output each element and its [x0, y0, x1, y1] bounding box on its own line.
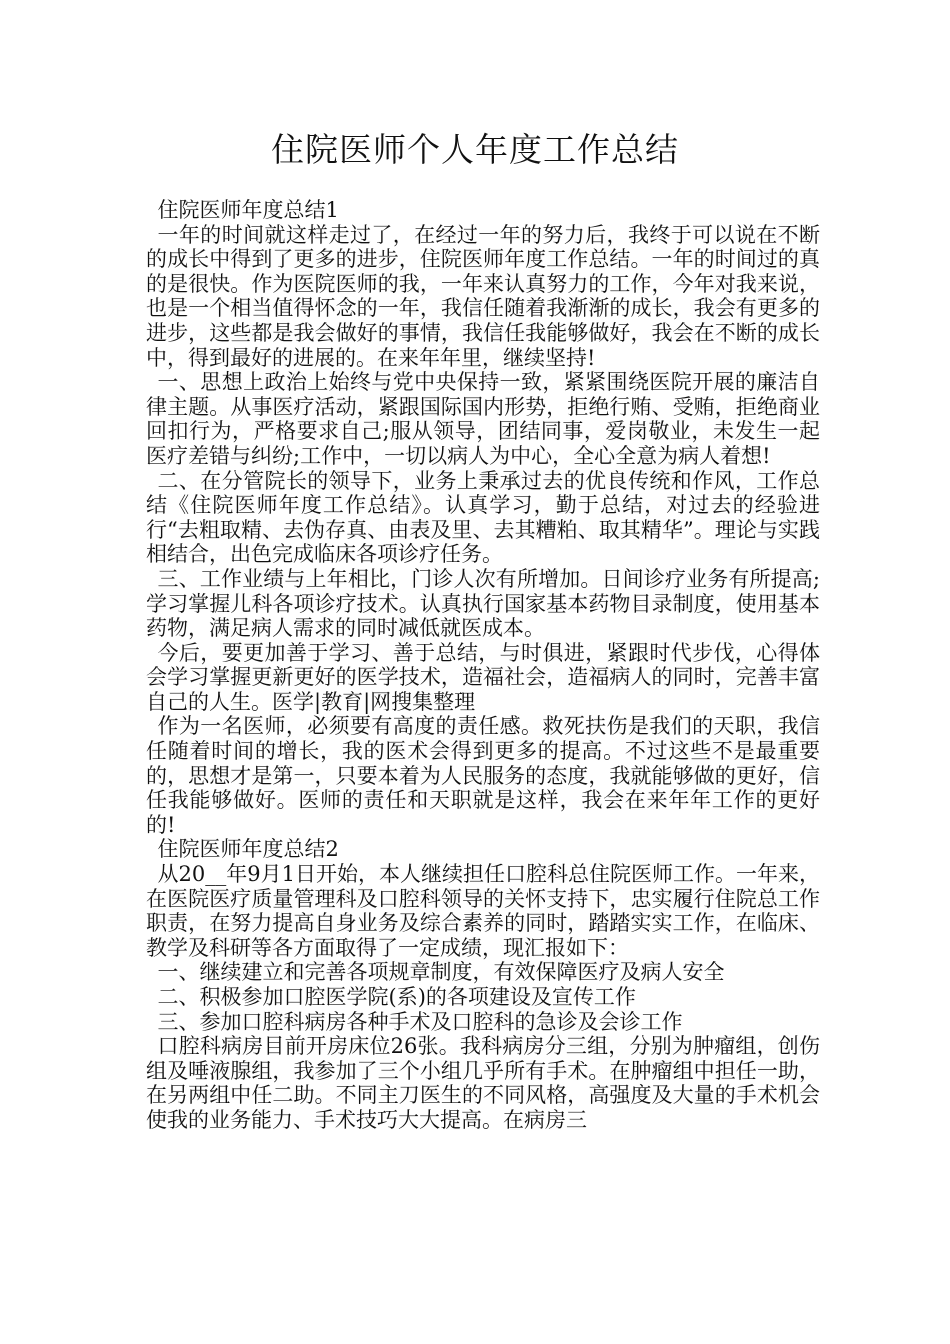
list-item-1: 一、继续建立和完善各项规章制度，有效保障医疗及病人安全: [157, 960, 725, 985]
paragraph-point-1: 一、思想上政治上始终与党中央保持一致，紧紧围绕医院开展的廉洁自律主题。从事医疗活动，紧跟国际国内形势，拒绝行贿、受贿，拒绝商业回扣行为，严格要求自己;服从领导，团结同事，爱岗敬业，未发生一起医疗差错与纠纷;工作中，一切以病人为中心，全心全意为病人着想!: [146, 370, 820, 468]
list-item-2: 二、积极参加口腔医学院(系)的各项建设及宣传工作: [157, 985, 636, 1009]
document-body: [146, 198, 820, 1133]
paragraph-future: 今后，要更加善于学习、善于总结，与时俱进，紧跟时代步伐，心得体会学习掌握更新更好的医学技术，造福社会，造福病人的同时，完善丰富自己的人生。医学|教育|网搜集整理: [146, 640, 820, 714]
list-item-3: 三、参加口腔科病房各种手术及口腔科的急诊及会诊工作: [157, 1009, 683, 1034]
paragraph-point-2: 二、在分管院长的领导下，业务上秉承过去的优良传统和作风，工作总结《住院医师年度工作总结》。认真学习，勤于总结，对过去的经验进行“去粗取精、去伪存真、由表及里、去其糟粕、取其精华”。理论与实践相结合，出色完成临床各项诊疗任务。: [146, 468, 820, 567]
section-heading-1: 住院医师年度总结1: [157, 198, 339, 222]
document-title: 住院医师个人年度工作总结: [271, 130, 679, 169]
section-heading-2: 住院医师年度总结2: [157, 837, 339, 862]
paragraph-report-intro: 从20__年9月1日开始，本人继续担任口腔科总住院医师工作。一年来，在医院医疗质量管理科及口腔科领导的关怀支持下，忠实履行住院总工作职责，在努力提高自身业务及综合素养的同时，踏踏实实工作，在临床、教学及科研等各方面取得了一定成绩，现汇报如下：: [146, 862, 820, 960]
paragraph-intro: 一年的时间就这样走过了，在经过一年的努力后，我终于可以说在不断的成长中得到了更多的进步，住院医师年度工作总结。一年的时间过的真的是很快。作为医院医师的我，一年来认真努力的工作，今年对我来说，也是一个相当值得怀念的一年，我信任随着我渐渐的成长，我会有更多的进步，这些都是我会做好的事情，我信任我能够做好，我会在不断的成长中，得到最好的进展的。在来年年里，继续坚持!: [146, 222, 820, 370]
paragraph-point-3: 三、工作业绩与上年相比，门诊人次有所增加。日间诊疗业务有所提高;学习掌握儿科各项诊疗技术。认真执行国家基本药物目录制度，使用基本药物，满足病人需求的同时减低就医成本。: [146, 566, 820, 641]
paragraph-responsibility: 作为一名医师，必须要有高度的责任感。救死扶伤是我们的天职，我信任随着时间的增长，我的医术会得到更多的提高。不过这些不是最重要的，思想才是第一，只要本着为人民服务的态度，我就能够做的更好，信任我能够做好。医师的责任和天职就是这样，我会在来年年工作的更好的!: [146, 714, 820, 837]
paragraph-ward: 口腔科病房目前开房床位26张。我科病房分三组，分别为肿瘤组，创伤组及唾液腺组，我参加了三个小组几乎所有手术。在肿瘤组中担任一助，在另两组中任二助。不同主刀医生的不同风格，高强度及大量的手术机会使我的业务能力、手术技巧大大提高。在病房三: [146, 1034, 820, 1132]
